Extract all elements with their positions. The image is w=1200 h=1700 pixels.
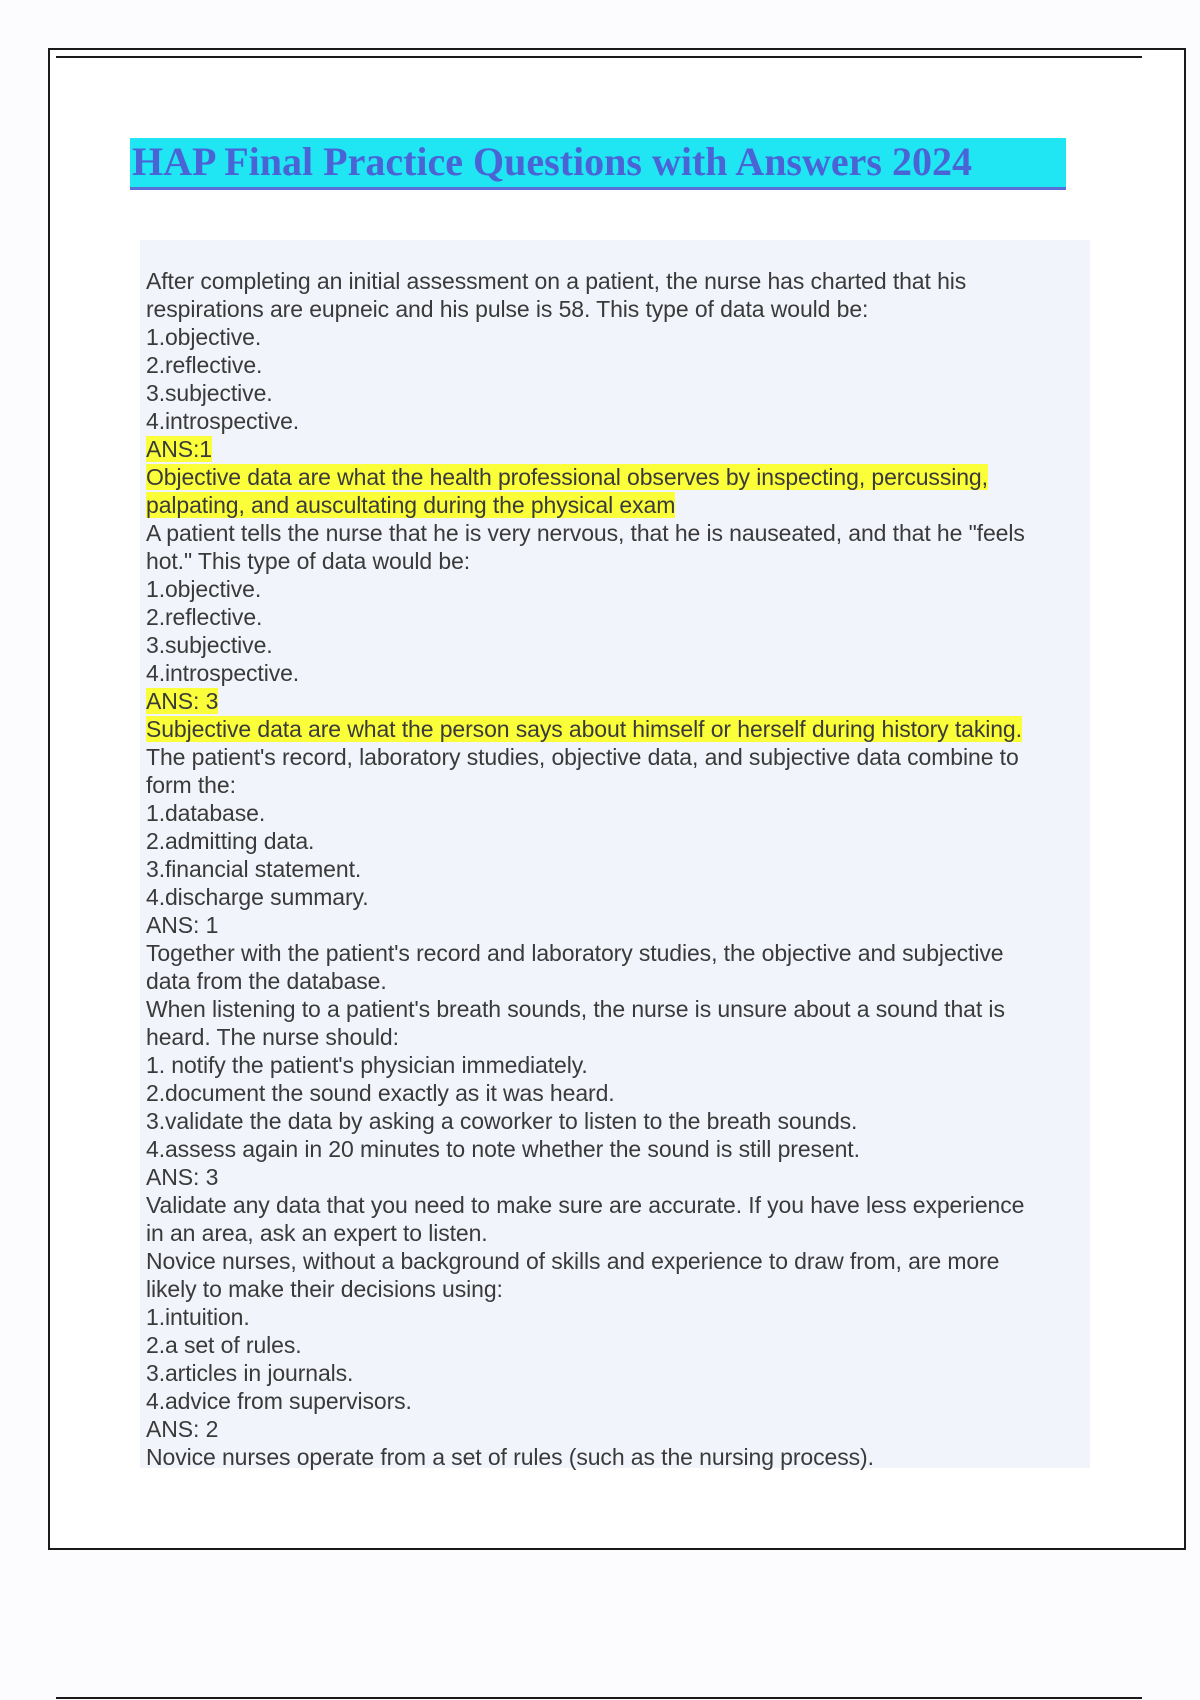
text-line xyxy=(146,1331,1084,1359)
text-line xyxy=(146,855,1084,883)
text-line xyxy=(146,939,1084,967)
line-text: ANS: 1 xyxy=(146,912,219,938)
line-text: 4.advice from supervisors. xyxy=(146,1388,412,1414)
line-text: 3.financial statement. xyxy=(146,856,362,882)
line-text: 3.articles in journals. xyxy=(146,1360,354,1386)
text-line xyxy=(146,1415,1084,1443)
line-text: Together with the patient's record and laboratory studies, the objective and subjective xyxy=(146,940,1004,966)
line-text: Subjective data are what the person says about himself or herself during history taking. xyxy=(146,716,1022,742)
text-line xyxy=(146,911,1084,939)
line-text: heard. The nurse should: xyxy=(146,1024,399,1050)
text-line xyxy=(146,1359,1084,1387)
text-line xyxy=(146,827,1084,855)
text-line xyxy=(146,659,1084,687)
line-text: palpating, and auscultating during the physical exam xyxy=(146,492,676,518)
line-text: ANS:1 xyxy=(146,436,212,462)
line-text: Novice nurses, without a background of skills and experience to draw from, are more xyxy=(146,1248,1000,1274)
line-text: 4.discharge summary. xyxy=(146,884,369,910)
highlighted-line xyxy=(146,463,1084,491)
text-line xyxy=(146,1163,1084,1191)
line-text: 1.database. xyxy=(146,800,266,826)
text-line xyxy=(146,1387,1084,1415)
text-line xyxy=(146,379,1084,407)
highlighted-line xyxy=(146,687,1084,715)
line-text: form the: xyxy=(146,772,236,798)
page-title: HAP Final Practice Questions with Answers 2024 xyxy=(132,139,972,184)
text-line xyxy=(146,883,1084,911)
line-text: data from the database. xyxy=(146,968,387,994)
line-text: 2.reflective. xyxy=(146,604,263,630)
text-line xyxy=(146,1051,1084,1079)
line-text: 3.subjective. xyxy=(146,380,273,406)
text-line xyxy=(146,1079,1084,1107)
top-rule xyxy=(56,56,1142,58)
line-text: 1.objective. xyxy=(146,576,262,602)
line-text: 3.subjective. xyxy=(146,632,273,658)
line-text: 1.intuition. xyxy=(146,1304,250,1330)
text-line xyxy=(146,547,1084,575)
text-line xyxy=(146,351,1084,379)
line-text: 2.document the sound exactly as it was heard. xyxy=(146,1080,615,1106)
line-text: likely to make their decisions using: xyxy=(146,1276,503,1302)
question-content xyxy=(140,240,1090,1468)
line-text: 1.objective. xyxy=(146,324,262,350)
line-text: 4.introspective. xyxy=(146,408,300,434)
text-line xyxy=(146,1443,1084,1471)
highlighted-line xyxy=(146,435,1084,463)
line-text: Novice nurses operate from a set of rules (such as the nursing process). xyxy=(146,1444,874,1470)
line-text: ANS: 3 xyxy=(146,1164,219,1190)
line-text: 1. notify the patient's physician immediately. xyxy=(146,1052,588,1078)
line-text: A patient tells the nurse that he is very nervous, that he is nauseated, and that he "feels xyxy=(146,520,1025,546)
text-line xyxy=(146,323,1084,351)
text-line xyxy=(146,1275,1084,1303)
text-line xyxy=(146,967,1084,995)
line-text: 4.introspective. xyxy=(146,660,300,686)
text-line xyxy=(146,995,1084,1023)
text-line xyxy=(146,1023,1084,1051)
line-text: 3.validate the data by asking a coworker to listen to the breath sounds. xyxy=(146,1108,858,1134)
text-line xyxy=(146,267,1084,295)
text-line xyxy=(146,407,1084,435)
line-text: Validate any data that you need to make sure are accurate. If you have less experience xyxy=(146,1192,1025,1218)
line-text: hot." This type of data would be: xyxy=(146,548,471,574)
line-text: 2.a set of rules. xyxy=(146,1332,302,1358)
text-line xyxy=(146,799,1084,827)
line-text: respirations are eupneic and his pulse is 58. This type of data would be: xyxy=(146,296,869,322)
text-line xyxy=(146,1303,1084,1331)
line-text: in an area, ask an expert to listen. xyxy=(146,1220,488,1246)
text-line xyxy=(146,743,1084,771)
line-text: Objective data are what the health professional observes by inspecting, percussing, xyxy=(146,464,988,490)
line-text: After completing an initial assessment on a patient, the nurse has charted that his xyxy=(146,268,967,294)
line-text: 2.admitting data. xyxy=(146,828,315,854)
text-line xyxy=(146,1107,1084,1135)
text-line xyxy=(146,295,1084,323)
text-line xyxy=(146,603,1084,631)
text-line xyxy=(146,575,1084,603)
text-line xyxy=(146,631,1084,659)
line-text: 2.reflective. xyxy=(146,352,263,378)
text-line xyxy=(146,519,1084,547)
line-text: When listening to a patient's breath sounds, the nurse is unsure about a sound that is xyxy=(146,996,1005,1022)
text-line xyxy=(146,771,1084,799)
highlighted-line xyxy=(146,491,1084,519)
text-line xyxy=(146,1219,1084,1247)
text-line xyxy=(146,1135,1084,1163)
line-text: ANS: 2 xyxy=(146,1416,219,1442)
highlighted-line xyxy=(146,715,1084,743)
text-line xyxy=(146,1191,1084,1219)
bottom-rule xyxy=(56,1697,1142,1699)
line-text: The patient's record, laboratory studies, objective data, and subjective data combine to xyxy=(146,744,1019,770)
line-text: 4.assess again in 20 minutes to note whether the sound is still present. xyxy=(146,1136,860,1162)
title-banner xyxy=(130,138,1066,190)
text-line xyxy=(146,1247,1084,1275)
line-text: ANS: 3 xyxy=(146,688,219,714)
